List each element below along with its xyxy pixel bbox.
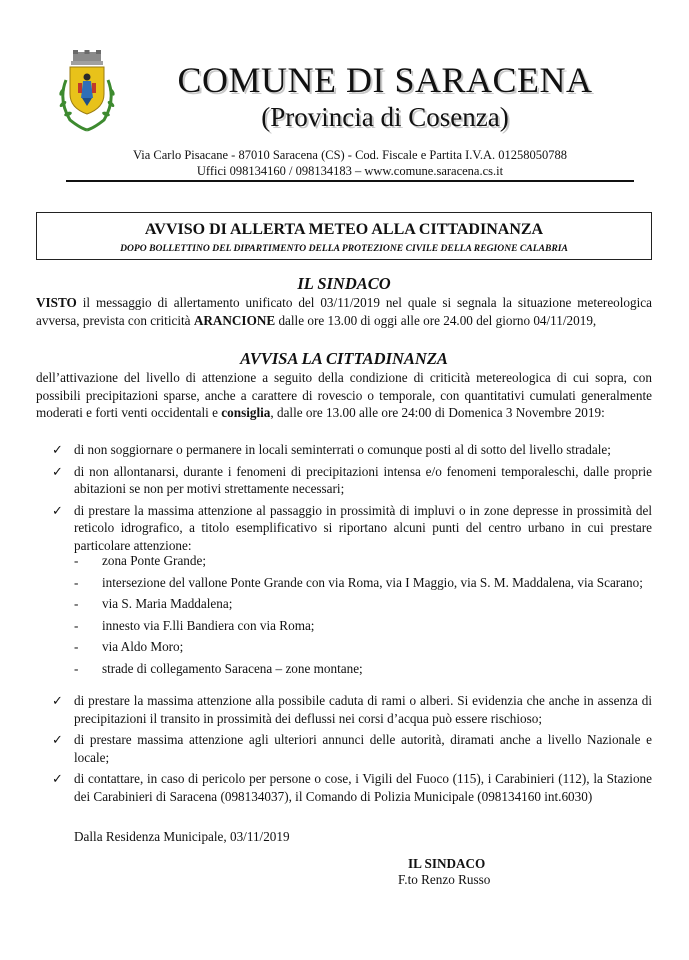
list-item [36,692,652,727]
notice-subtitle: DOPO BOLLETTINO DEL DIPARTIMENTO DELLA PROTEZIONE CIVILE DELLA REGIONE CALABRIA [120,242,568,254]
visto-lead: VISTO [36,295,77,310]
checkmark-icon: ✓ [52,771,63,786]
signature-name: F.to Renzo Russo [398,872,491,887]
dash-icon: - [74,660,79,676]
checkmark-icon: ✓ [52,463,63,479]
contact-line: Uffici 098134160 / 098134183 – www.comune.saracena.cs.it [196,164,504,178]
header-divider [66,180,634,182]
avvisa-text-a: dell’attivazione del livello di attenzione a seguito della condizione di criticità metereologica di cui sopra, con possibili precipitazioni sparse, anche a carattere di rovescio o temporale, con quantitativi cumulati generalmente moderati e forti venti occidentali e [36,370,652,420]
checkmark-icon: ✓ [52,442,63,457]
dash-icon: - [74,574,79,590]
avvisa-paragraph [36,369,652,422]
visto-text-b: dalle ore 13.00 di oggi alle ore 24.00 del giorno 04/11/2019, [275,312,597,328]
list-item [36,502,652,555]
closing-line: Dalla Residenza Municipale, 03/11/2019 [74,829,290,844]
dash-icon: - [74,553,79,568]
list-item-text: di contattare, in caso di pericolo per persone o cose, i Vigili del Fuoco (115), i Carabinieri (112), la Stazione dei Carabinieri di Saracena (098134037), il Comando di Polizia Municipale (098134160 int.6030) [74,771,652,804]
checkmark-icon: ✓ [52,693,63,708]
heading-il-sindaco: IL SINDACO [297,274,391,293]
list-item [36,617,652,635]
list-item [36,463,652,498]
avvisa-text-b: , dalle ore 13.00 alle ore 24:00 di Domenica 3 Novembre 2019: [270,405,605,420]
signature-title: IL SINDACO [408,856,486,871]
visto-paragraph [36,294,652,329]
dash-icon: - [74,639,79,654]
zone-text: via S. Maria Maddalena; [102,596,233,611]
list-item-text: di prestare massima attenzione agli ulteriori annunci delle autorità, diramati anche a livello Nazionale e locale; [74,732,652,765]
list-item-text: di non allontanarsi, durante i fenomeni di precipitazioni intensa e/o fenomeni temporaleschi, dalle proprie abitazioni se non per motivi strettamente necessari; [74,463,652,496]
avvisa-highlight: consiglia [221,405,271,420]
advice-checklist-bottom [36,692,652,805]
address-line: Via Carlo Pisacane - 87010 Saracena (CS) - Cod. Fiscale e Partita I.V.A. 01258050788 [133,148,567,162]
heading-avvisa: AVVISA LA CITTADINANZA [240,349,448,368]
list-item [36,660,652,678]
zone-text: innesto via F.lli Bandiera con via Roma; [102,617,315,633]
dash-icon: - [74,617,79,633]
zone-text: strade di collegamento Saracena – zone montane; [102,660,363,676]
list-item-text: di prestare la massima attenzione alla possibile caduta di rami o alberi. Si evidenzia che anche in assenza di precipitazioni il transito in prossimità dei deflussi nei corsi d’acqua può essere rischioso; [74,693,652,726]
list-item [36,595,652,613]
municipality-title: COMUNE DI SARACENA [177,60,593,100]
zone-text: via Aldo Moro; [102,639,184,654]
list-item-text: di non soggiornare o permanere in locali seminterrati o comunque posti al di sotto del livello stradale; [74,442,611,457]
municipal-crest-icon [56,50,118,136]
notice-title: AVVISO DI ALLERTA METEO ALLA CITTADINANZA [144,221,544,238]
list-item [36,441,652,459]
list-item [36,770,652,805]
list-item [36,552,652,570]
visto-highlight: ARANCIONE [193,312,276,328]
visto-text-a: il messaggio di allertamento unificato del 03/11/2019 nel quale si segnala la situazione metereologica avversa, prevista con criticità [36,295,652,328]
notice-box [36,212,652,260]
province-subtitle: (Provincia di Cosenza) [261,102,509,132]
checkmark-icon: ✓ [52,502,63,518]
dash-icon: - [74,596,79,611]
list-item-text: di prestare la massima attenzione al passaggio in prossimità di impluvi o in zone depresse in prossimità del reticolo idrografico, a titolo esemplificativo si riportano alcuni punti del centro urbano in cui prestare particolare attenzione: [74,502,652,553]
checkmark-icon: ✓ [52,732,63,747]
list-item [36,638,652,656]
advice-checklist-top [36,441,652,554]
list-item [36,574,652,592]
zone-text: zona Ponte Grande; [102,553,206,568]
list-item [36,731,652,766]
zones-list [36,552,652,677]
zone-text: intersezione del vallone Ponte Grande con via Roma, via I Maggio, via S. M. Maddalena, via Scarano; [102,574,643,590]
